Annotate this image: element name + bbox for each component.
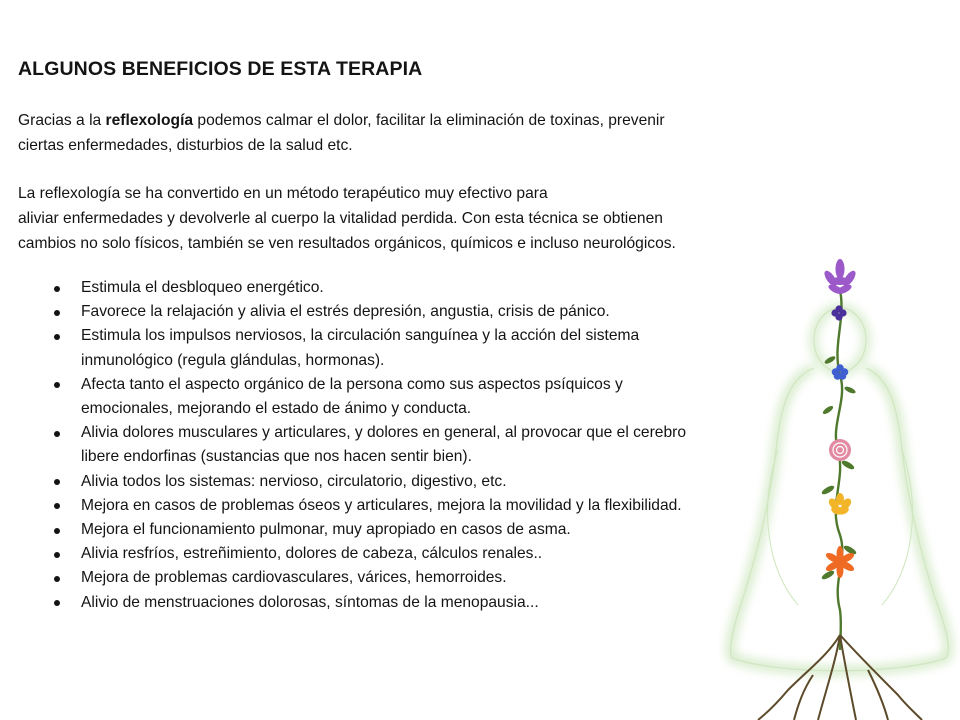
list-item-text: Estimula el desbloqueo energético. bbox=[81, 279, 324, 296]
list-item-text: Alivia resfríos, estreñimiento, dolores de cabeza, cálculos renales.. bbox=[81, 545, 543, 563]
list-item-text: Favorece la relajación y alivia el estrés depresión, angustia, crisis de pánico. bbox=[81, 303, 610, 321]
bullet-icon bbox=[54, 479, 60, 485]
list-item bbox=[18, 518, 726, 542]
list-item bbox=[18, 566, 726, 590]
list-item-text: Mejora en casos de problemas óseos y articulares, mejora la movilidad y la flexibilidad. bbox=[81, 496, 682, 514]
bullet-icon bbox=[54, 552, 60, 558]
intro-paragraph bbox=[18, 108, 728, 158]
crown-flower-icon bbox=[822, 259, 858, 296]
bullet-icon bbox=[54, 334, 60, 340]
bullet-icon bbox=[54, 286, 60, 292]
vine-stem bbox=[836, 290, 843, 650]
list-item-text: Mejora de problemas cardiovasculares, várices, hemorroides. bbox=[81, 569, 507, 587]
bullet-icon bbox=[54, 310, 60, 316]
meditating-figure-chakra-flowers-icon bbox=[718, 250, 960, 720]
list-item bbox=[18, 373, 726, 421]
heart-flower-icon bbox=[829, 439, 851, 461]
list-item bbox=[18, 276, 726, 300]
bullet-icon bbox=[54, 600, 60, 606]
solar-plexus-flower-icon bbox=[827, 493, 853, 516]
list-item bbox=[18, 324, 726, 372]
list-item bbox=[18, 300, 726, 324]
list-item-text: Afecta tanto el aspecto orgánico de la persona como sus aspectos psíquicos y bbox=[81, 375, 623, 393]
intro-text-after: podemos calmar el dolor, facilitar la eliminación de toxinas, prevenir bbox=[193, 112, 665, 129]
list-item-text-continued: inmunológico (regula glándulas, hormonas). bbox=[81, 351, 385, 369]
list-item-text: Alivia dolores musculares y articulares, y dolores en general, al provocar que el cerebro bbox=[81, 424, 686, 442]
list-item-text-continued: emocionales, mejorando el estado de ánimo y conducta. bbox=[81, 400, 472, 418]
bullet-icon bbox=[54, 528, 60, 534]
left-arm-outline bbox=[768, 450, 798, 605]
method-line-3: cambios no solo físicos, también se ven resultados orgánicos, químicos e incluso neurológicos. bbox=[18, 235, 676, 252]
list-item-text: Alivio de menstruaciones dolorosas, síntomas de la menopausia... bbox=[81, 593, 539, 611]
list-item bbox=[18, 542, 726, 566]
method-line-2: aliviar enfermedades y devolverle al cuerpo la vitalidad perdida. Con esta técnica se obtienen bbox=[18, 210, 663, 227]
page-title: ALGUNOS BENEFICIOS DE ESTA TERAPIA bbox=[18, 58, 423, 80]
bullet-icon bbox=[54, 576, 60, 582]
intro-bold-term: reflexología bbox=[105, 112, 194, 129]
intro-line-1 bbox=[18, 108, 728, 133]
list-item-text: Mejora el funcionamiento pulmonar, muy apropiado en casos de asma. bbox=[81, 521, 571, 539]
intro-text-before: Gracias a la bbox=[18, 112, 106, 129]
list-item bbox=[18, 591, 726, 615]
list-item bbox=[18, 470, 726, 494]
list-item-text: Estimula los impulsos nerviosos, la circulación sanguínea y la acción del sistema bbox=[81, 327, 640, 345]
list-item bbox=[18, 494, 726, 518]
bullet-icon bbox=[54, 503, 60, 509]
method-paragraph bbox=[18, 181, 728, 256]
list-item bbox=[18, 421, 726, 469]
right-arm-outline bbox=[882, 450, 912, 605]
list-item-text: Alivia todos los sistemas: nervioso, circulatorio, digestivo, etc. bbox=[81, 472, 507, 490]
bullet-icon bbox=[54, 382, 60, 388]
chakra-illustration bbox=[718, 250, 960, 720]
bullet-icon bbox=[54, 431, 60, 437]
method-line-1: La reflexología se ha convertido en un método terapéutico muy efectivo para bbox=[18, 185, 548, 202]
list-item-text-continued: libere endorfinas (sustancias que nos hacen sentir bien). bbox=[81, 448, 472, 466]
benefits-list bbox=[18, 276, 726, 615]
intro-line-2: ciertas enfermedades, disturbios de la salud etc. bbox=[18, 137, 353, 154]
